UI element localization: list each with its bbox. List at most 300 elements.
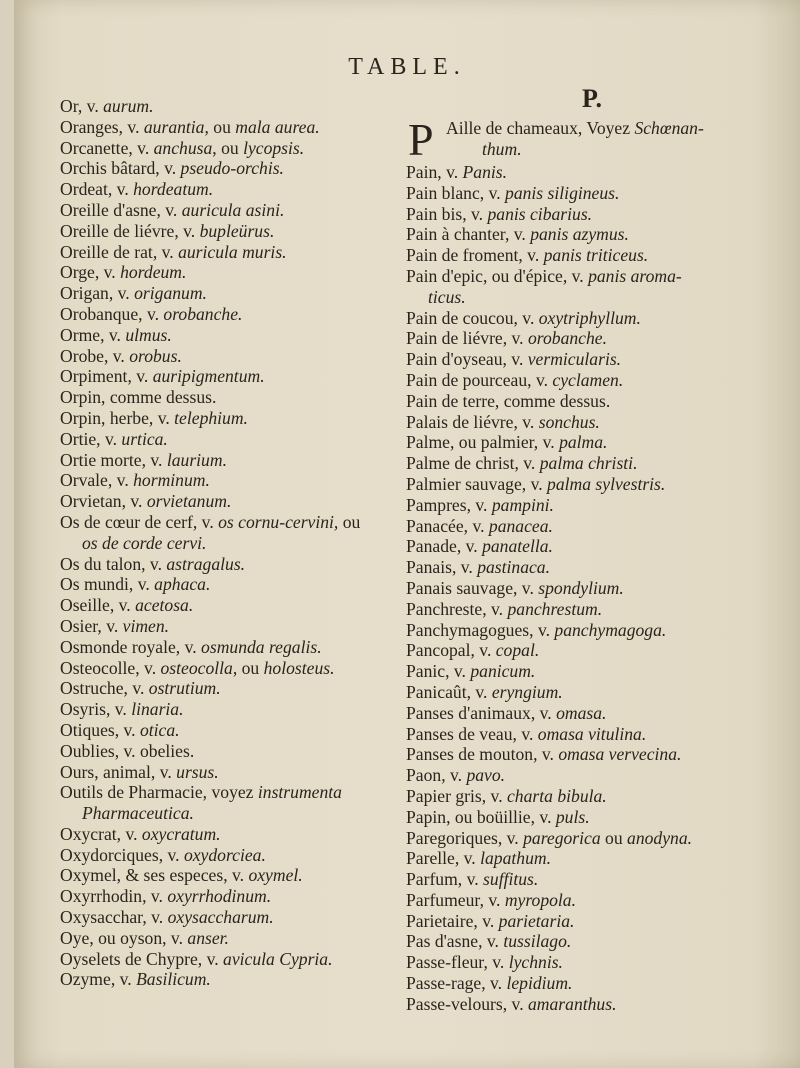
entry-head: Orpiment	[60, 366, 128, 387]
entry-term: pastinaca.	[477, 557, 551, 578]
index-entry	[60, 678, 410, 699]
entry-sep: , v.	[483, 952, 509, 973]
entry-head: Origan	[60, 283, 109, 304]
index-entry	[60, 720, 410, 741]
page-title: TABLE.	[348, 54, 466, 80]
entry-term: aurum.	[103, 96, 154, 116]
entry-term: pampini.	[491, 494, 554, 515]
entry-term: oxysaccharum.	[167, 907, 274, 928]
entry-term: vimen.	[122, 615, 170, 636]
index-entry	[406, 224, 778, 245]
entry-sep: , v.	[502, 349, 528, 370]
index-entry	[60, 96, 410, 117]
entry-term: palma christi.	[539, 453, 638, 474]
index-entry	[406, 391, 778, 412]
entry-sep: , v.	[141, 553, 167, 574]
index-entry	[406, 661, 778, 682]
entry-continuation: Pharmaceutica.	[82, 803, 194, 824]
entry-sep: , v.	[110, 969, 137, 990]
index-entry	[406, 786, 778, 807]
index-entry	[60, 762, 410, 783]
entry-head: Oyselets de Chypre	[60, 948, 198, 969]
entry-term: panchymagoga.	[554, 619, 667, 640]
index-entry	[406, 620, 778, 641]
index-entry	[406, 682, 778, 703]
index-entry	[60, 512, 410, 554]
entry-sep: , v.	[223, 865, 249, 886]
entry-term: laurium.	[166, 449, 227, 470]
entry-head: Pain blanc	[406, 182, 480, 203]
index-entry	[60, 699, 410, 720]
entry-term: pavo.	[466, 765, 506, 786]
entry-head: Orobe	[60, 345, 104, 366]
entry-term: oxycratum.	[141, 823, 221, 844]
entry-head: Oranges	[60, 116, 119, 137]
entry-sep: , v.	[521, 473, 548, 494]
entry-term: ursus.	[176, 761, 219, 782]
index-entry	[406, 869, 778, 890]
index-entry	[60, 346, 410, 367]
entry-head: Pain à chanter	[406, 224, 505, 245]
entry-sep: , v.	[473, 910, 499, 931]
entry-sep: , v.	[96, 428, 122, 449]
entry-sep: , v.	[107, 470, 134, 491]
index-entry	[406, 474, 778, 495]
entry-sep: , v.	[481, 973, 507, 994]
entry-sep: , v.	[466, 681, 492, 702]
entry-term: suffitus.	[483, 869, 539, 890]
entry-continuation: thum.	[482, 139, 522, 159]
entry-head: Panchymagogues	[406, 619, 530, 640]
entry-head: Oxysacchar	[60, 907, 143, 928]
right-entry-list	[406, 162, 778, 1015]
index-entry	[406, 349, 778, 370]
index-entry	[60, 325, 410, 346]
entry-sep: , v.	[518, 245, 544, 266]
entry-sep: , v.	[107, 179, 134, 200]
entry-term: vermicularis.	[527, 349, 622, 370]
entry-sep: , v.	[463, 515, 489, 536]
index-entry	[60, 574, 410, 595]
entry-sep: , v.	[121, 491, 147, 512]
index-entry	[406, 370, 778, 391]
entry-sep: , v.	[502, 993, 528, 1014]
entry-sep: , v.	[482, 598, 508, 619]
entry-term: auricula asini.	[181, 199, 285, 220]
entry-head: Parelle	[406, 848, 455, 869]
entry-term: parietaria.	[498, 910, 575, 931]
entry-sep: , ou	[212, 137, 244, 158]
entry-sep: , v.	[445, 661, 471, 682]
entry-head: Oxycrat	[60, 823, 117, 844]
entry-sep: , v.	[437, 162, 463, 182]
index-entry	[60, 283, 410, 304]
entry-term: lepidium.	[506, 973, 573, 994]
entry-term: panacea.	[488, 515, 553, 536]
entry-head: Osier	[60, 615, 98, 636]
index-entry	[60, 616, 410, 637]
entry-sep: , v.	[502, 328, 528, 349]
entry-term: instrumenta	[257, 782, 342, 803]
entry-sep: , v.	[470, 640, 496, 661]
entry-sep: , v.	[155, 158, 181, 179]
entry-head: Paregoriques	[406, 827, 498, 848]
entry-head: Pain de pourceau	[406, 369, 528, 390]
entry-head: Oxyrrhodin	[60, 886, 143, 907]
entry-term: panchrestum.	[507, 598, 603, 619]
index-entry	[60, 595, 410, 616]
entry-head: Pain de liévre	[406, 328, 503, 349]
index-entry	[406, 204, 778, 225]
entry-sep: , v.	[103, 345, 130, 366]
entry-head: Orcanette	[60, 137, 129, 158]
entry-head: Panais sauvage	[406, 577, 513, 598]
entry-sep: , v.	[527, 369, 553, 390]
entry-term: charta bibula.	[507, 785, 607, 806]
entry-head: Pain d'epic	[406, 265, 483, 286]
entry-term: auripigmentum.	[152, 366, 265, 387]
entry-sep: , v.	[94, 262, 121, 283]
entry-head: Oreille de rat	[60, 241, 153, 262]
index-entry	[406, 453, 778, 474]
entry-term: anser.	[187, 927, 229, 948]
entry-sep: , v.	[456, 536, 483, 557]
entry-sep: , v.	[116, 823, 142, 844]
index-entry	[60, 824, 410, 845]
entry-head: Panchreste	[406, 598, 483, 619]
entry-term: auricula muris.	[178, 241, 287, 262]
entry-head: Or	[60, 96, 78, 116]
entry-term: aurantia	[143, 116, 205, 137]
entry-term: oxymel.	[248, 865, 303, 886]
entry-sep: , v.	[158, 844, 184, 865]
entry-head: Papin	[406, 806, 447, 827]
index-entry	[60, 304, 410, 325]
index-entry	[60, 907, 410, 928]
entry-term: cyclamen.	[552, 369, 624, 390]
entry-sep: , v.	[142, 886, 168, 907]
index-entry	[60, 179, 410, 200]
index-entry	[60, 387, 410, 408]
entry-term: os cornu-cervini,	[218, 511, 339, 532]
entry-term: panis azymus.	[530, 224, 629, 245]
entry-sep: ou	[338, 511, 361, 532]
index-entry	[60, 242, 410, 263]
entry-term: oxyrrhodinum.	[167, 886, 272, 907]
entry-term: anchusa	[153, 137, 213, 158]
entry-term: holosteus.	[263, 657, 335, 678]
index-entry	[60, 429, 410, 450]
entry-head: Otiques	[60, 719, 115, 740]
entry-head: Orvale	[60, 470, 108, 491]
entry-term: paregorica	[523, 827, 601, 848]
entry-term: aphaca.	[154, 574, 211, 595]
entry-head: Paon	[406, 765, 442, 786]
entry-term: panatella.	[482, 536, 553, 557]
entry-head: Parfum	[406, 869, 458, 890]
entry-sep: , voyez	[202, 782, 258, 803]
entry-term: copal.	[495, 640, 540, 661]
index-entry	[406, 848, 778, 869]
entry-sep: , v.	[197, 948, 224, 969]
index-entry	[60, 138, 410, 159]
entry-sep: , v.	[478, 931, 504, 952]
index-entry	[406, 599, 778, 620]
entry-sep: , Voyez	[577, 118, 635, 138]
entry-sep: , v.	[141, 449, 167, 470]
entry-head: Parietaire	[406, 910, 474, 931]
entry-head: Pas d'asne	[406, 931, 479, 952]
entry-term: lapathum.	[480, 848, 551, 869]
entry-term: orvietanum.	[146, 491, 232, 512]
entry-term: linaria.	[131, 699, 184, 720]
index-entry	[406, 328, 778, 349]
index-entry	[60, 221, 410, 242]
entry-sep: , v.	[97, 615, 123, 636]
entry-sep: , v.	[462, 203, 488, 224]
entry-head: Orobanque	[60, 303, 139, 324]
entry-term: lychnis.	[508, 952, 563, 973]
entry-head: Pain de terre, comme dessus.	[406, 390, 611, 411]
index-entry	[406, 245, 778, 266]
entry-term: otica.	[139, 719, 180, 740]
entry-sep: , v.	[138, 303, 164, 324]
entry-term: hordeatum.	[133, 179, 214, 200]
section-letter: P.	[582, 84, 602, 113]
entry-head: Osyris	[60, 699, 106, 720]
index-entry	[406, 308, 778, 329]
entry-head: Pain de coucou	[406, 307, 514, 328]
entry-term: ulmus.	[125, 324, 172, 345]
entry-sep: , v.	[127, 366, 153, 387]
entry-head: Osteocolle	[60, 657, 136, 678]
entry-head: Pain	[406, 162, 438, 182]
entry-continuation: ticus.	[428, 286, 466, 307]
index-entry	[60, 554, 410, 575]
entry-sep: , v.	[150, 761, 177, 782]
index-entry	[406, 765, 778, 786]
entry-head: Oreille de liévre	[60, 220, 175, 241]
index-entry	[406, 557, 778, 578]
entry-head: Oseille	[60, 595, 110, 616]
entry-term: omasa.	[556, 702, 607, 723]
entry-head: Parfumeur	[406, 889, 480, 910]
index-entry	[406, 266, 778, 308]
entry-head: Pain bis	[406, 203, 463, 224]
entry-sep: , v.	[513, 411, 539, 432]
entry-head: Aille de chameaux	[446, 118, 578, 138]
entry-head: Palais de liévre	[406, 411, 514, 432]
entry-head: Ordeat	[60, 179, 108, 200]
entry-head: Ortie	[60, 428, 97, 449]
entry-sep: , v.	[128, 574, 155, 595]
entry-sep: , v.	[100, 324, 126, 345]
index-entry	[60, 262, 410, 283]
entry-head: Pancopal	[406, 640, 471, 661]
entry-head: Os mundi	[60, 574, 129, 595]
entry-term: mala aurea.	[235, 116, 320, 137]
entry-head: Ozyme	[60, 969, 111, 990]
entry-term: sonchus.	[538, 411, 600, 432]
entry-term: lycopsis.	[243, 137, 305, 158]
entry-term: oxytriphyllum.	[538, 307, 641, 328]
entry-sep: , v.	[529, 619, 555, 640]
entry-term: omasa vitulina.	[537, 723, 647, 744]
entry-term: avicula Cypria.	[223, 948, 333, 969]
index-entry	[60, 470, 410, 491]
entry-sep: , v.	[514, 453, 540, 474]
entry-sep: , ou oyson, v.	[89, 927, 188, 948]
entry-term: Schœnan-	[634, 118, 704, 138]
entry-head: Osmonde royale	[60, 636, 176, 657]
entry-sep: , v.	[504, 224, 531, 245]
entry-head: Palme	[406, 432, 450, 453]
index-entry	[406, 516, 778, 537]
entry-head: Panade	[406, 536, 457, 557]
entry-head: Panic	[406, 661, 446, 682]
index-entry	[406, 495, 778, 516]
entry-term: amaranthus.	[528, 993, 617, 1014]
entry-sep: , ou boüillie, v.	[446, 806, 556, 827]
entry-head: Orpin, herbe	[60, 407, 149, 428]
index-entry	[60, 366, 410, 387]
entry-sep: , v.	[114, 719, 140, 740]
entry-head: Orme	[60, 324, 101, 345]
entry-sep: , v.	[533, 744, 559, 765]
entry-term: oxydorciea.	[183, 844, 266, 865]
entry-term: panis triticeus.	[543, 245, 649, 266]
entry-sep: , v.	[441, 765, 467, 786]
entry-term: panis cibarius.	[487, 203, 593, 224]
entry-term: panicum.	[470, 661, 536, 682]
index-entry	[406, 162, 778, 183]
index-entry	[60, 928, 410, 949]
entry-term: palma.	[559, 432, 608, 453]
index-entry	[60, 491, 410, 512]
entry-head: Os de cœur de cerf	[60, 511, 193, 532]
entry-sep: , v.	[175, 636, 202, 657]
index-entry	[60, 658, 410, 679]
index-entry	[406, 973, 778, 994]
entry-head: Papier gris	[406, 785, 482, 806]
entry-term: anodyna.	[627, 827, 693, 848]
entry-term: spondylium.	[538, 577, 624, 598]
entry-term: palma sylvestris.	[547, 473, 666, 494]
entry-term: osteocolla	[160, 657, 233, 678]
entry-term: acetosa.	[135, 595, 194, 616]
entry-head: Pampres	[406, 494, 467, 515]
entry-sep: , v.	[142, 907, 168, 928]
index-entry	[60, 886, 410, 907]
entry-head: Ortie morte	[60, 449, 142, 470]
entry-sep: , v.	[118, 116, 144, 137]
entry-sep: , v.	[497, 827, 524, 848]
index-entry	[406, 412, 778, 433]
entry-head: Os du talon	[60, 553, 142, 574]
entry-continuation: os de corde cervi.	[82, 532, 207, 553]
index-entry	[406, 724, 778, 745]
entry-sep: , v.	[530, 702, 557, 723]
left-column	[60, 96, 410, 990]
entry-head: Passe-velours	[406, 993, 503, 1014]
entry-head: Ostruche	[60, 678, 124, 699]
entry-sep: , v.	[513, 307, 539, 328]
entry-head: Palmier sauvage	[406, 473, 522, 494]
entry-term: hordeum.	[120, 262, 187, 283]
index-entry	[60, 949, 410, 970]
entry-term: omasa vervecina.	[558, 744, 682, 765]
entry-sep: , v.	[105, 699, 132, 720]
entry-term: tussilago.	[503, 931, 572, 952]
entry-term: eryngium.	[491, 681, 563, 702]
entry-term: Panis.	[462, 162, 508, 182]
entry-head: Panais	[406, 557, 452, 578]
index-entry	[60, 865, 410, 886]
entry-head: Panses de mouton	[406, 744, 534, 765]
entry-sep: , ou	[232, 657, 264, 678]
index-entry	[406, 890, 778, 911]
entry-sep: , ou d'épice, v.	[482, 265, 589, 286]
entry-sep: , v.	[77, 96, 104, 116]
entry-sep: , v.	[123, 678, 149, 699]
entry-head: Pain de froment	[406, 245, 519, 266]
index-entry	[60, 845, 410, 866]
entry-sep: , v.	[466, 494, 492, 515]
entry-head: Oxydorciques	[60, 844, 159, 865]
entry-sep: , v.	[481, 785, 507, 806]
right-column	[406, 84, 778, 1015]
entry-head: Panses de veau	[406, 723, 513, 744]
index-entry	[406, 828, 778, 849]
entry-term: orobanche.	[527, 328, 607, 349]
entry-sep: , v.	[148, 407, 175, 428]
entry-sep: , v.	[156, 199, 182, 220]
entry-sep: , v.	[135, 657, 161, 678]
entry-term: puls.	[555, 806, 590, 827]
index-entry-first	[406, 114, 778, 165]
entry-term: astragalus.	[166, 553, 246, 574]
index-entry	[60, 158, 410, 179]
index-entry	[60, 969, 410, 990]
entry-sep: ou	[600, 827, 628, 848]
index-entry	[406, 703, 778, 724]
entry-term: bupleürus.	[199, 220, 275, 241]
book-page	[14, 0, 800, 1068]
entry-sep: , v.	[457, 869, 484, 890]
entry-term: pseudo-orchis.	[180, 158, 284, 179]
entry-term: urtica.	[121, 428, 168, 449]
index-entry	[406, 578, 778, 599]
index-entry	[406, 994, 778, 1015]
entry-head: Passe-rage	[406, 973, 482, 994]
index-entry	[60, 782, 410, 824]
entry-head: Ours, animal	[60, 761, 151, 782]
entry-term: panis siligineus.	[505, 182, 620, 203]
entry-head: Pain d'oyseau	[406, 349, 503, 370]
index-entry	[60, 741, 410, 762]
entry-head: Oye	[60, 927, 90, 948]
index-entry	[60, 408, 410, 429]
entry-term: origanum.	[134, 283, 207, 304]
index-entry	[406, 952, 778, 973]
entry-sep: , ou	[204, 116, 236, 137]
entry-sep: , v.	[513, 577, 539, 598]
entry-term: myropola.	[504, 889, 576, 910]
entry-term: horminum.	[133, 470, 210, 491]
entry-sep: , v.	[512, 723, 538, 744]
entry-sep: , v.	[451, 557, 478, 578]
entry-sep: , v.	[192, 511, 219, 532]
